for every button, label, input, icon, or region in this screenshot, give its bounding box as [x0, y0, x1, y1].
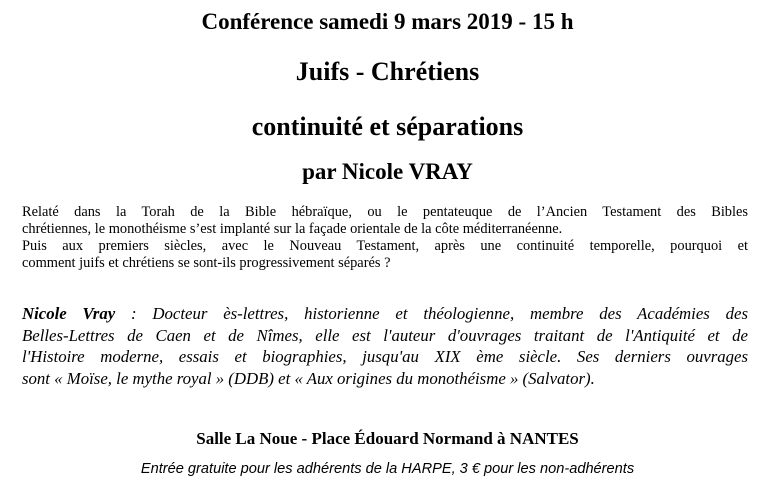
bio-line: Belles-Lettres de Caen et de Nîmes, elle est l'auteur d'ouvrages traitant de l'Antiquité et de — [22, 325, 748, 345]
venue-line: Salle La Noue - Place Édouard Normand à NANTES — [196, 429, 579, 448]
intro-line: chrétiennes, le monothéisme s’est implanté sur la façade orientale de la côte méditerranéenne. — [22, 221, 563, 237]
bio-speaker-name: Nicole Vray — [22, 304, 116, 323]
intro-line: comment juifs et chrétiens se sont-ils progressivement séparés ? — [22, 255, 391, 271]
title-line-1: Juifs - Chrétiens — [295, 57, 480, 86]
conference-date-heading: Conférence samedi 9 mars 2019 - 15 h — [201, 9, 574, 34]
speaker-line: par Nicole VRAY — [302, 159, 473, 184]
speaker-bio — [22, 303, 748, 389]
bio-line: l'Histoire moderne, essais et biographies, jusqu'au XIX ème siècle. Ses derniers ouvrages — [22, 347, 748, 366]
bio-line — [22, 303, 748, 325]
intro-paragraph — [22, 204, 748, 272]
intro-line: Relaté dans la Torah de la Bible hébraïque, ou le pentateuque de l’Ancien Testament des Bibles — [22, 204, 748, 220]
admission-line: Entrée gratuite pour les adhérents de la HARPE, 3 € pour les non-adhérents — [140, 461, 635, 477]
bio-line-1-text: : Docteur ès-lettres, historienne et théologienne, membre des Académies des — [115, 304, 748, 323]
title-line-2: continuité et séparations — [251, 112, 524, 141]
bio-line: sont « Moïse, le mythe royal » (DDB) et « Aux origines du monothéisme » (Salvator). — [22, 368, 595, 388]
intro-line: Puis aux premiers siècles, avec le Nouveau Testament, après une continuité temporelle, pourquoi et — [22, 238, 748, 254]
